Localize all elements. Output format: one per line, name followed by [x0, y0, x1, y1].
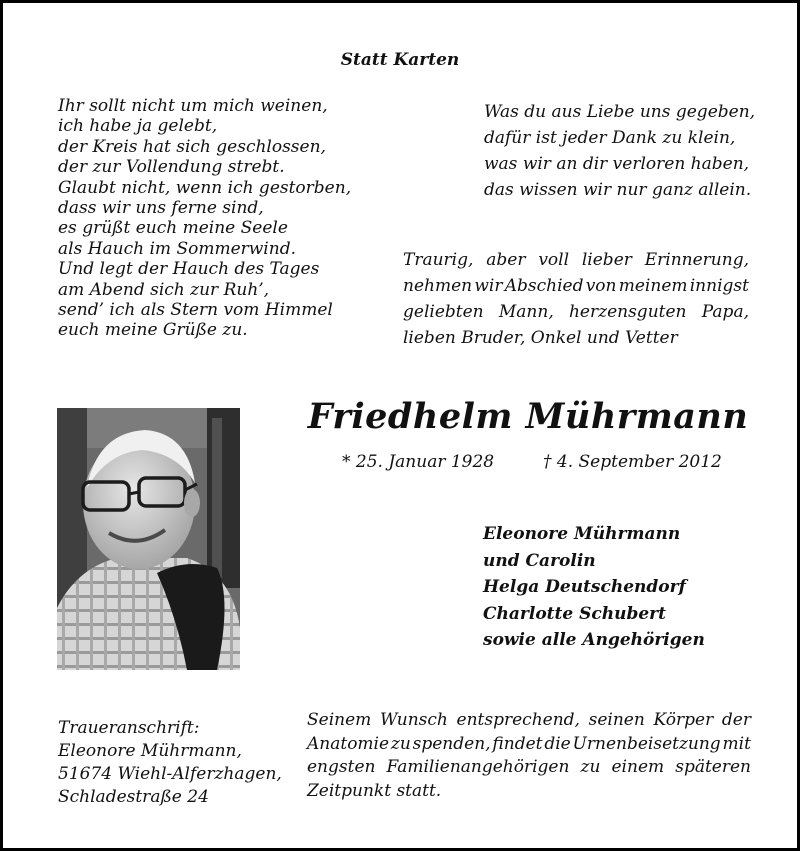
word: lieber — [581, 250, 632, 270]
intro-line — [403, 273, 749, 299]
word: Traurig, — [403, 250, 474, 270]
poem-left-line: euch meine Grüße zu. — [58, 320, 248, 341]
poem-left-line: dass wir uns ferne sind, — [58, 198, 264, 219]
family-member: und Carolin — [483, 550, 596, 571]
address-line: Schladestraße 24 — [58, 787, 209, 807]
poem-left-line: der zur Vollendung strebt. — [58, 157, 285, 178]
word: spenden, — [412, 733, 491, 754]
word: wir — [474, 276, 503, 296]
portrait-photo — [57, 408, 240, 670]
death-date: † 4. September 2012 — [543, 452, 722, 472]
word: nehmen — [403, 276, 473, 296]
word: zu — [390, 733, 411, 754]
word: Körper — [653, 710, 714, 730]
family-member: sowie alle Angehörigen — [483, 630, 705, 650]
word: zu — [580, 757, 601, 777]
poem-left-line: es grüßt euch meine Seele — [58, 218, 288, 239]
word: meinem — [618, 276, 688, 296]
word: mit — [722, 733, 751, 754]
poem-right-line: dafür ist jeder Dank zu klein, — [484, 128, 736, 148]
word: die — [544, 733, 571, 754]
word: Wunsch — [379, 710, 448, 730]
word: der — [721, 710, 751, 730]
birth-date: * 25. Januar 1928 — [342, 452, 495, 472]
word: geliebten — [403, 302, 484, 322]
closing-paragraph — [307, 709, 751, 803]
word: von — [585, 276, 617, 296]
closing-line — [307, 756, 751, 780]
closing-line: Zeitpunkt statt. — [307, 780, 442, 801]
poem-right-line: was wir an dir verloren haben, — [484, 154, 750, 174]
word: Erinnerung, — [644, 250, 749, 270]
family-member: Eleonore Mührmann — [483, 524, 681, 544]
address-line: Eleonore Mührmann, — [58, 741, 242, 761]
poem-left-line: am Abend sich zur Ruh’, — [58, 279, 270, 300]
poem-right-line: das wissen wir nur ganz allein. — [484, 180, 752, 200]
intro-line — [403, 299, 749, 325]
family-member: Charlotte Schubert — [483, 603, 666, 624]
poem-left-line: Und legt der Hauch des Tages — [58, 259, 320, 280]
poem-right-line: Was du aus Liebe uns gegeben, — [484, 102, 756, 122]
poem-left-line: der Kreis hat sich geschlossen, — [58, 136, 326, 157]
deceased-name: Friedhelm Mührmann — [307, 396, 749, 437]
word: Mann, — [498, 302, 554, 322]
word: einem — [611, 757, 665, 777]
poem-left — [58, 96, 351, 341]
word: engsten — [307, 757, 376, 777]
intro-line: lieben Bruder, Onkel und Vetter — [403, 328, 678, 348]
word: aber — [486, 250, 526, 270]
word: entsprechend, — [456, 710, 580, 730]
intro-line — [403, 247, 749, 273]
poem-left-line: send’ ich als Stern vom Himmel — [58, 300, 333, 321]
poem-left-line: als Hauch im Sommerwind. — [58, 238, 296, 259]
closing-line — [307, 733, 751, 757]
word: herzensguten — [568, 302, 687, 322]
poem-left-line: Ihr sollt nicht um mich weinen, — [58, 96, 328, 116]
word: Abschied — [504, 276, 584, 296]
family-list — [483, 521, 705, 654]
address-line: 51674 Wiehl-Alferzhagen, — [58, 764, 282, 784]
notice-header: Statt Karten — [340, 50, 460, 70]
word: voll — [538, 250, 570, 270]
poem-left-line: ich habe ja gelebt, — [58, 116, 218, 137]
word: innigst — [689, 276, 749, 296]
poem-right — [484, 99, 755, 203]
portrait-photo-image — [57, 408, 240, 670]
closing-line — [307, 709, 751, 733]
word: Urnenbeisetzung — [572, 733, 721, 754]
mourning-address — [58, 717, 282, 809]
family-member: Helga Deutschendorf — [483, 577, 686, 597]
address-line: Traueranschrift: — [58, 718, 200, 738]
intro-paragraph — [403, 247, 749, 351]
word: seinen — [588, 710, 645, 730]
word: findet — [492, 733, 543, 754]
word: Familienangehörigen — [386, 757, 570, 777]
word: Papa, — [701, 302, 749, 322]
word: Anatomie — [307, 733, 390, 754]
word: Seinem — [307, 710, 372, 730]
word: späteren — [675, 757, 751, 777]
poem-left-line: Glaubt nicht, wenn ich gestorben, — [58, 177, 352, 198]
